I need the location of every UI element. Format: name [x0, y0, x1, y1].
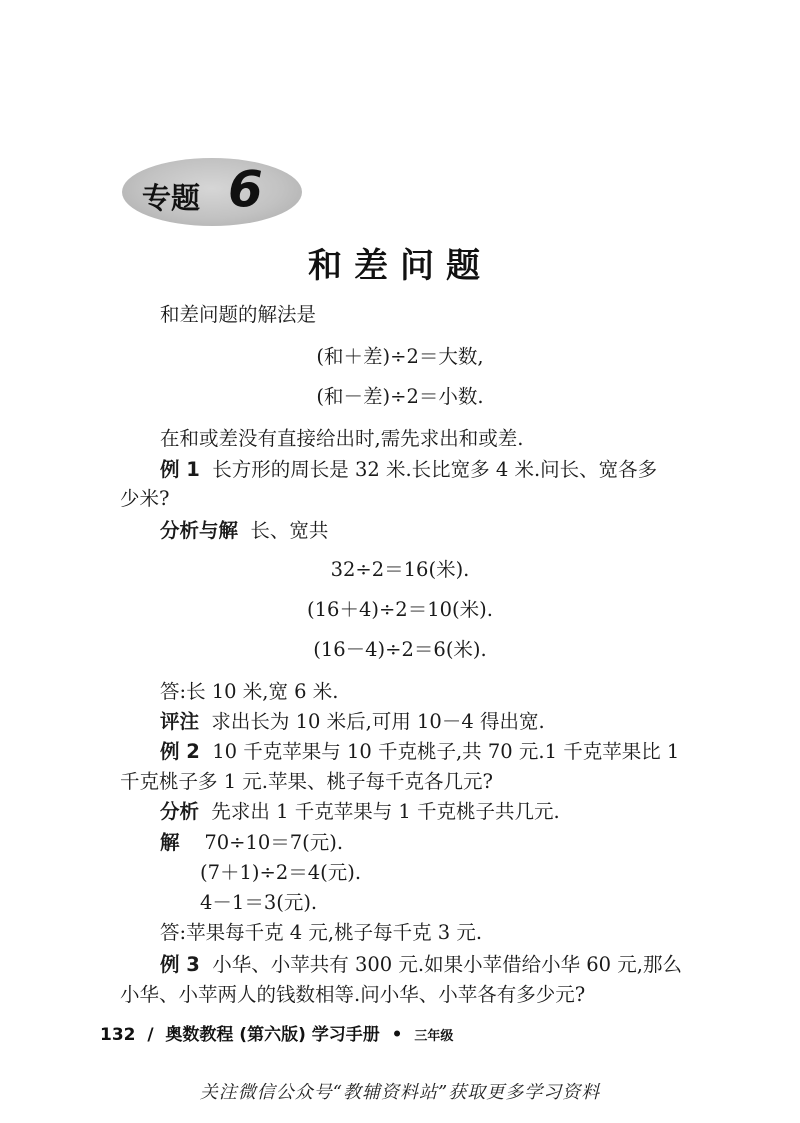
intro-line: 和差问题的解法是: [160, 303, 317, 326]
example2-analysis-text: 先求出 1 千克苹果与 1 千克桃子共几元.: [211, 800, 560, 823]
book-title: 奥数教程 (第六版) 学习手册: [165, 1025, 380, 1045]
example1-comment-label: 评注: [160, 710, 200, 733]
example1-eq2: (16＋4)÷2＝10(米).: [307, 598, 493, 621]
footer-dot: •: [385, 1025, 409, 1045]
chapter-number: 6: [228, 160, 263, 218]
example1-line1: [160, 458, 657, 482]
example1-analysis: [160, 519, 328, 543]
example3-line2: 小华、小苹两人的钱数相等.问小华、小苹各有多少元?: [120, 983, 586, 1006]
formula-small: (和－差)÷2＝小数.: [316, 385, 484, 408]
page-footer: [100, 1020, 453, 1045]
intro-note: 在和或差没有直接给出时,需先求出和或差.: [160, 427, 524, 450]
example1-comment: [160, 710, 545, 734]
example1-analysis-label: 分析与解: [160, 519, 239, 542]
formula-large: (和＋差)÷2＝大数,: [316, 345, 484, 368]
chapter-label: 专题: [142, 181, 201, 215]
example2-line2: 千克桃子多 1 元.苹果、桃子每千克各几元?: [120, 770, 493, 793]
example3-text: 小华、小苹共有 300 元.如果小苹借给小华 60 元,那么: [212, 953, 682, 976]
example1-eq1: 32÷2＝16(米).: [330, 558, 470, 581]
example2-label: 例 2: [160, 740, 200, 763]
example1-comment-text: 求出长为 10 米后,可用 10－4 得出宽.: [211, 710, 545, 733]
example1-label: 例 1: [160, 458, 200, 481]
example1-text: 长方形的周长是 32 米.长比宽多 4 米.问长、宽各多: [212, 458, 658, 481]
page-number: 132: [100, 1025, 136, 1045]
footer-slash: /: [141, 1025, 160, 1045]
example2-analysis: [160, 800, 560, 824]
example3-line1: [160, 953, 682, 977]
example1-eq3: (16－4)÷2＝6(米).: [313, 638, 487, 661]
example2-eq1: 70÷10＝7(元).: [204, 831, 344, 854]
example1-line2: 少米?: [120, 487, 170, 510]
grade-label: 三年级: [414, 1029, 454, 1044]
example2-answer: 答:苹果每千克 4 元,桃子每千克 3 元.: [160, 921, 483, 944]
example2-eq2: (7＋1)÷2＝4(元).: [200, 861, 362, 884]
example2-eq3: 4－1＝3(元).: [200, 891, 318, 914]
example2-analysis-label: 分析: [160, 800, 200, 823]
example2-line1: [160, 740, 679, 764]
example1-answer: 答:长 10 米,宽 6 米.: [160, 680, 339, 703]
page-title: 和差问题: [308, 246, 492, 286]
example2-text: 10 千克苹果与 10 千克桃子,共 70 元.1 千克苹果比 1: [212, 740, 680, 763]
example2-solution: [160, 831, 343, 855]
watermark: 关注微信公众号“教辅资料站”获取更多学习资料: [199, 1082, 601, 1103]
example2-solution-label: 解: [160, 831, 180, 854]
example3-label: 例 3: [160, 953, 200, 976]
example1-analysis-text: 长、宽共: [250, 519, 329, 542]
